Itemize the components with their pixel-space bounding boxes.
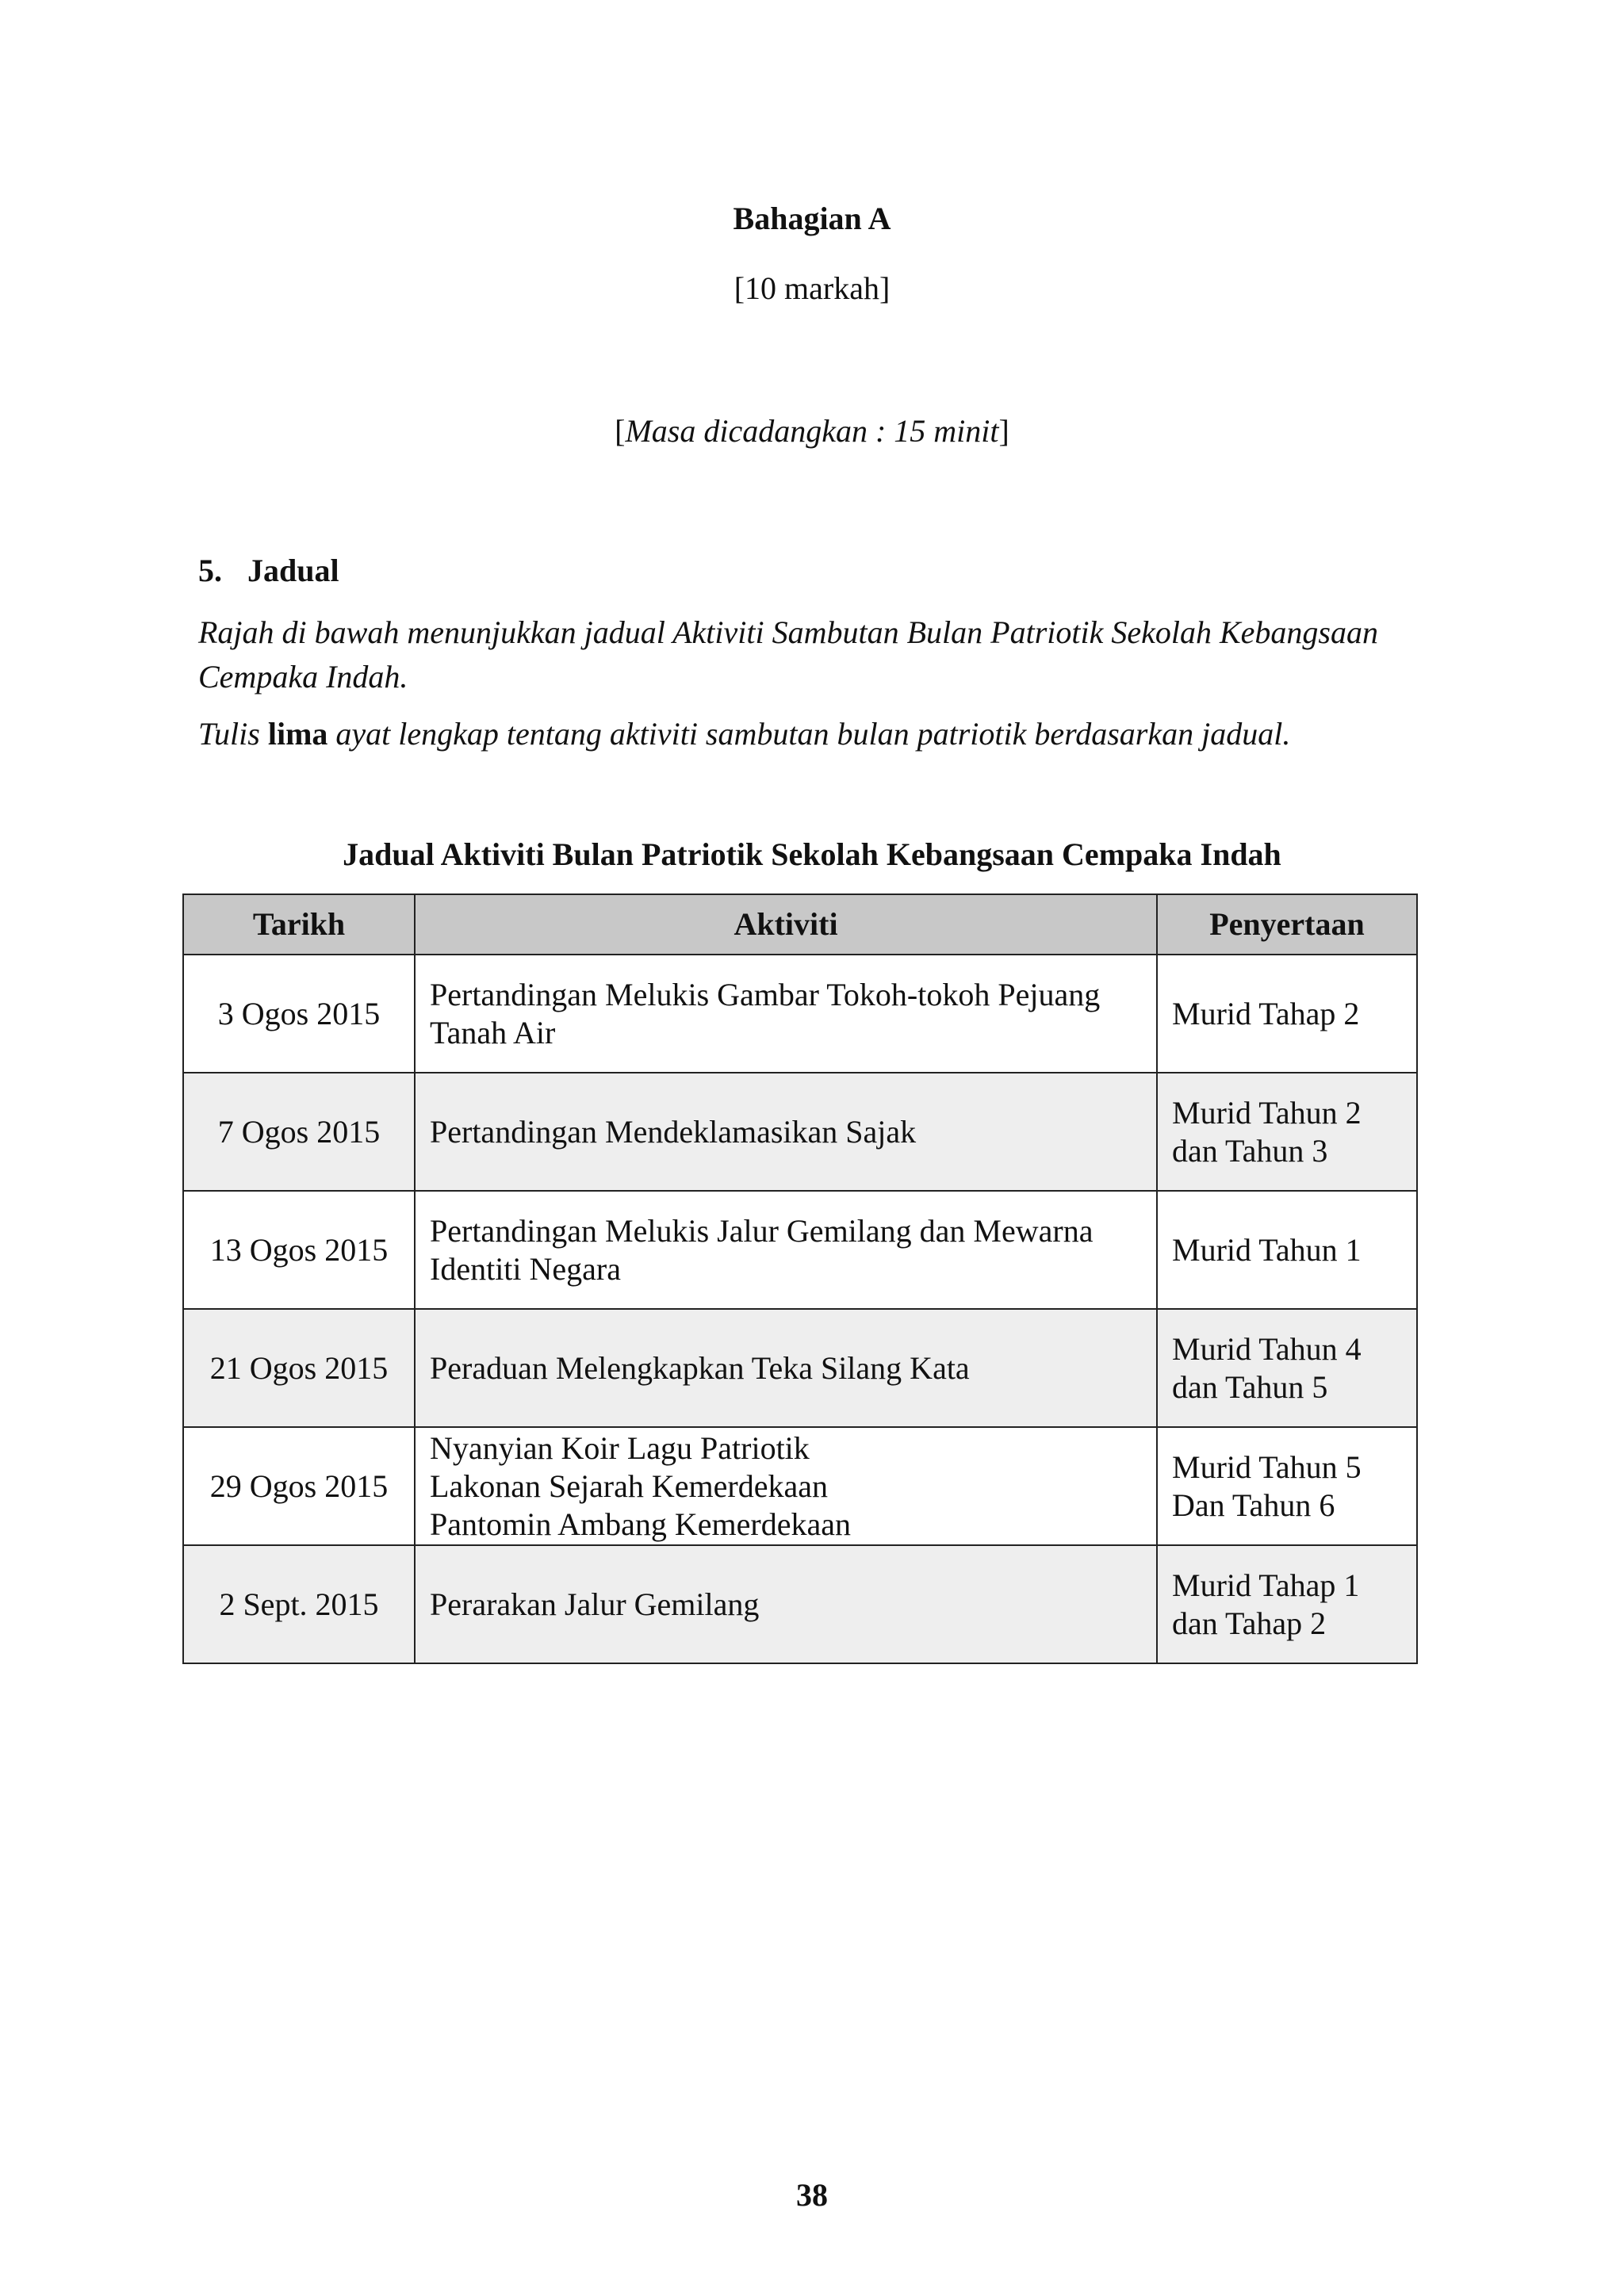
- activity-line: Pantomin Ambang Kemerdekaan: [430, 1506, 851, 1542]
- table-row: [183, 1073, 1417, 1191]
- row-activity: [415, 1191, 1157, 1309]
- schedule-table: [182, 894, 1418, 1664]
- table-title: Jadual Aktiviti Bulan Patriotik Sekolah Kebangsaan Cempaka Indah: [343, 836, 1281, 872]
- activity-line: Peraduan Melengkapkan Teka Silang Kata: [430, 1349, 970, 1386]
- question-number: 5.: [198, 553, 222, 588]
- table-row: [183, 1191, 1417, 1309]
- participation-line: Murid Tahun 4: [1172, 1330, 1362, 1367]
- task-text-before: Tulis: [198, 716, 268, 752]
- time-text: Masa dicadangkan : 15 minit: [625, 413, 999, 449]
- participation-line: Dan Tahun 6: [1172, 1487, 1335, 1523]
- question-title: Jadual: [247, 553, 339, 588]
- section-title: Bahagian A: [733, 201, 891, 236]
- row-participation: [1157, 1545, 1417, 1663]
- question-heading: [198, 552, 1435, 590]
- table-row: [183, 955, 1417, 1073]
- header-participation: Penyertaan: [1157, 894, 1417, 955]
- time-bracket-close: ]: [998, 413, 1009, 449]
- participation-line: Murid Tahap 2: [1172, 995, 1360, 1031]
- row-participation: [1157, 1191, 1417, 1309]
- row-activity: [415, 1545, 1157, 1663]
- row-participation: [1157, 1073, 1417, 1191]
- activity-line: Nyanyian Koir Lagu Patriotik: [430, 1429, 810, 1466]
- participation-line: Murid Tahun 5: [1172, 1448, 1362, 1485]
- question-task: [198, 712, 1435, 756]
- row-date: 2 Sept. 2015: [183, 1545, 415, 1663]
- time-bracket-open: [: [615, 413, 626, 449]
- participation-line: Murid Tahun 2: [1172, 1094, 1362, 1131]
- table-header-row: [183, 894, 1417, 955]
- marks-label: [10 markah]: [733, 270, 891, 306]
- row-activity: [415, 955, 1157, 1073]
- task-text-after: ayat lengkap tentang aktiviti sambutan bulan patriotik berdasarkan jadual.: [327, 716, 1291, 752]
- participation-line: Murid Tahun 1: [1172, 1231, 1362, 1268]
- suggested-time: [0, 412, 1624, 450]
- activity-line: Lakonan Sejarah Kemerdekaan: [430, 1468, 828, 1504]
- row-date: 21 Ogos 2015: [183, 1309, 415, 1427]
- row-participation: [1157, 1427, 1417, 1545]
- row-activity: [415, 1073, 1157, 1191]
- row-date: 29 Ogos 2015: [183, 1427, 415, 1545]
- activity-line: Pertandingan Melukis Jalur Gemilang dan Mewarna: [430, 1212, 1094, 1249]
- task-text-bold: lima: [267, 716, 328, 752]
- row-participation: [1157, 955, 1417, 1073]
- participation-line: dan Tahun 5: [1172, 1368, 1328, 1405]
- row-participation: [1157, 1309, 1417, 1427]
- page-number: 38: [796, 2177, 828, 2213]
- row-activity: [415, 1309, 1157, 1427]
- row-date: 7 Ogos 2015: [183, 1073, 415, 1191]
- participation-line: dan Tahun 3: [1172, 1132, 1328, 1169]
- participation-line: Murid Tahap 1: [1172, 1567, 1360, 1603]
- header-date: Tarikh: [183, 894, 415, 955]
- row-date: 13 Ogos 2015: [183, 1191, 415, 1309]
- table-row: [183, 1309, 1417, 1427]
- question-description: Rajah di bawah menunjukkan jadual Aktiviti Sambutan Bulan Patriotik Sekolah Kebangsaan Cempaka Indah.: [198, 614, 1378, 695]
- activity-line: Identiti Negara: [430, 1250, 621, 1287]
- activity-line: Tanah Air: [430, 1014, 556, 1050]
- table-row: [183, 1545, 1417, 1663]
- activity-line: Pertandingan Melukis Gambar Tokoh-tokoh Pejuang: [430, 976, 1101, 1012]
- header-activity: Aktiviti: [415, 894, 1157, 955]
- row-activity: [415, 1427, 1157, 1545]
- participation-line: dan Tahap 2: [1172, 1605, 1327, 1641]
- table-row: [183, 1427, 1417, 1545]
- activity-line: Pertandingan Mendeklamasikan Sajak: [430, 1113, 917, 1150]
- row-date: 3 Ogos 2015: [183, 955, 415, 1073]
- activity-line: Perarakan Jalur Gemilang: [430, 1586, 760, 1622]
